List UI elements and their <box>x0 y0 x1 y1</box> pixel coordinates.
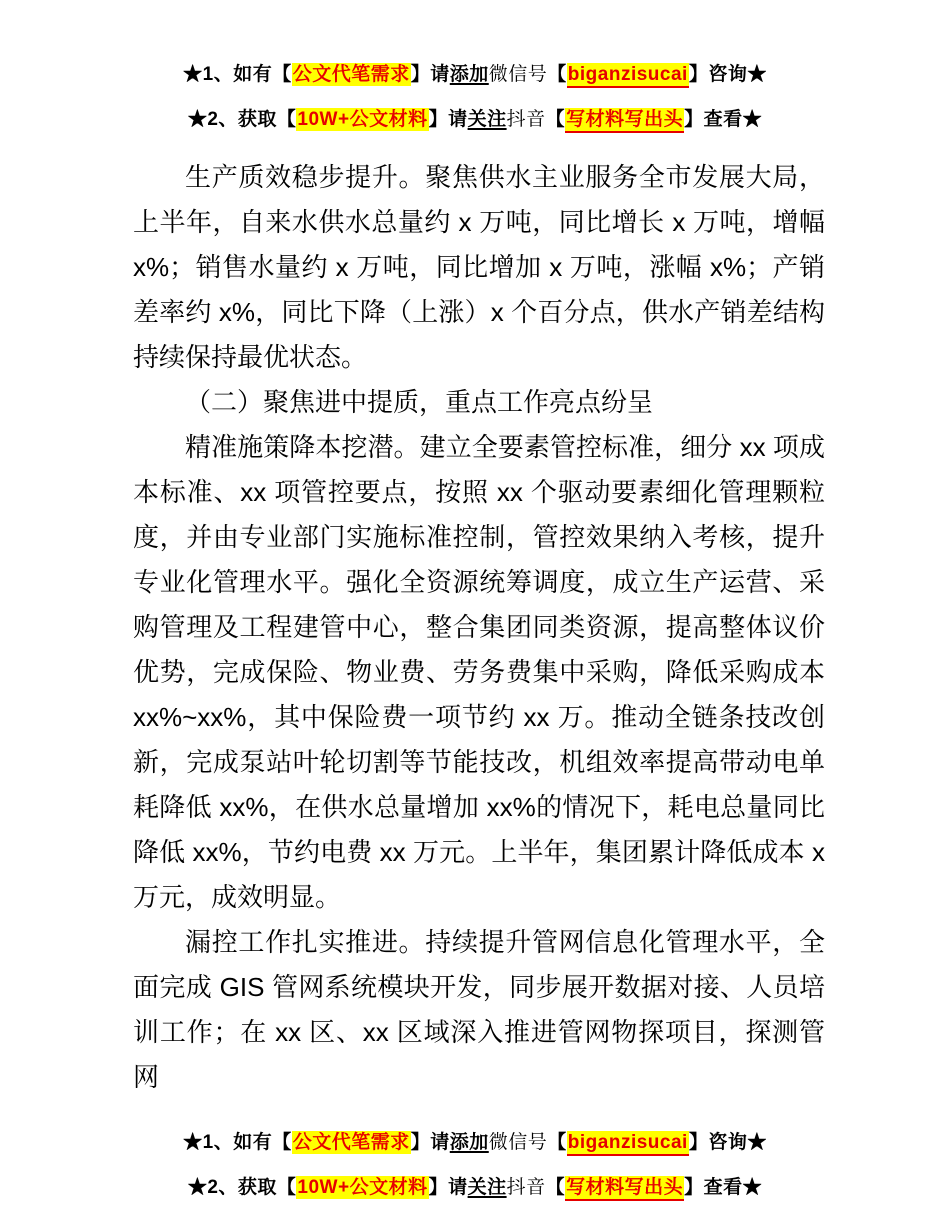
header-notice <box>0 0 950 142</box>
promo-text: 】查看★ <box>684 1177 763 1198</box>
promo-text: 微信号 <box>488 1132 548 1153</box>
underlined-promo-text: 添加 <box>449 64 489 85</box>
promo-text: 抖音 <box>506 109 546 130</box>
document-body <box>133 155 825 1100</box>
promo-text: 】咨询★ <box>688 64 767 85</box>
highlighted-promo-text: 10W+公文材料 <box>297 109 428 130</box>
promo-text: 【 <box>547 1132 567 1153</box>
promo-text: ★1、如有【 <box>183 64 292 85</box>
underlined-promo-text: 关注 <box>467 109 507 130</box>
promo-text: 【 <box>547 64 567 85</box>
highlighted-promo-text: 写材料写出头 <box>565 1176 684 1201</box>
underlined-promo-text: 关注 <box>467 1177 507 1198</box>
body-paragraph: 生产质效稳步提升。聚焦供水主业服务全市发展大局，上半年，自来水供水总量约 x 万吨，同比增长 x 万吨，增幅 x%；销售水量约 x 万吨，同比增加 x 万吨，涨幅 x%；产销差率约 x%，同比下降（上涨）x 个百分点，供水产销差结构持续保持最优状态。 <box>133 162 825 372</box>
notice-line-1 <box>0 52 950 97</box>
promo-text: 【 <box>545 1177 566 1198</box>
highlighted-promo-text: biganzisucai <box>567 63 689 88</box>
promo-text: ★2、获取【 <box>187 109 297 130</box>
highlighted-promo-text: 公文代笔需求 <box>292 64 410 85</box>
promo-text: 】请 <box>410 1132 450 1153</box>
body-paragraph: 漏控工作扎实推进。持续提升管网信息化管理水平，全面完成 GIS 管网系统模块开发，同步展开数据对接、人员培训工作；在 xx 区、xx 区域深入推进管网物探项目，探测管网 <box>133 927 825 1092</box>
underlined-promo-text: 添加 <box>449 1132 489 1153</box>
body-paragraph: 精准施策降本挖潜。建立全要素管控标准，细分 xx 项成本标准、xx 项管控要点，按照 xx 个驱动要素细化管理颗粒度，并由专业部门实施标准控制，管控效果纳入考核，提升专业化管理水平。强化全资源统筹调度，成立生产运营、采购管理及工程建管中心，整合集团同类资源，提高整体议价优势，完成保险、物业费、劳务费集中采购，降低采购成本 xx%~xx%，其中保险费一项节约 xx 万。推动全链条技改创新，完成泵站叶轮切割等节能技改，机组效率提高带动电单耗降低 xx%，在供水总量增加 xx%的情况下，耗电总量同比降低 xx%，节约电费 xx 万元。上半年，集团累计降低成本 x 万元，成效明显。 <box>133 432 825 912</box>
promo-text: 】请 <box>428 1177 468 1198</box>
highlighted-promo-text: 10W+公文材料 <box>297 1177 428 1198</box>
section-heading: （二）聚焦进中提质，重点工作亮点纷呈 <box>185 387 654 417</box>
promo-text: 】查看★ <box>684 109 763 130</box>
highlighted-promo-text: 写材料写出头 <box>565 108 684 133</box>
highlighted-promo-text: biganzisucai <box>567 1131 689 1156</box>
promo-text: 【 <box>545 109 566 130</box>
promo-text: 抖音 <box>506 1177 546 1198</box>
promo-text: ★2、获取【 <box>187 1177 297 1198</box>
notice-line-2 <box>0 97 950 142</box>
promo-text: 】请 <box>410 64 450 85</box>
notice-line-1 <box>0 1120 950 1165</box>
notice-line-2 <box>0 1165 950 1210</box>
promo-text: 微信号 <box>488 64 548 85</box>
promo-text: 】请 <box>428 109 468 130</box>
promo-text: 】咨询★ <box>688 1132 767 1153</box>
promo-text: ★1、如有【 <box>183 1132 292 1153</box>
highlighted-promo-text: 公文代笔需求 <box>292 1132 410 1153</box>
footer-notice <box>0 1120 950 1210</box>
